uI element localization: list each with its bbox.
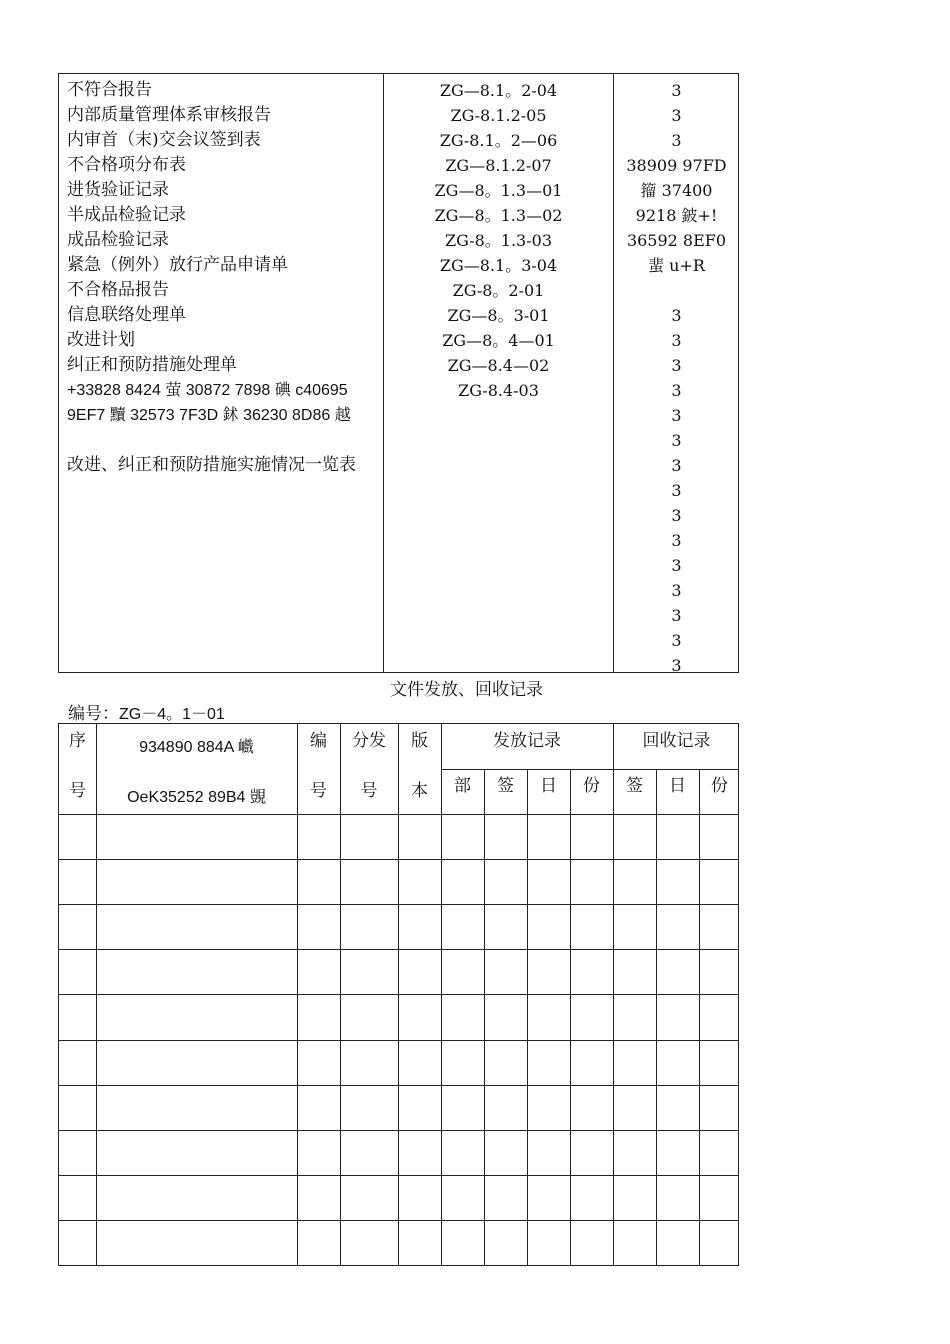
header-recall-date: 日 <box>669 776 686 796</box>
header-dist-top: 分发 <box>352 731 386 751</box>
document-name: 紧急（例外）放行产品申请单 <box>67 255 288 275</box>
copies-value: 3 <box>671 406 682 425</box>
document-code: ZG—8。4—01 <box>442 331 555 350</box>
record-title: 文件发放、回收记录 <box>390 680 543 700</box>
document-code: ZG—8.1.2-07 <box>445 156 552 175</box>
record-number <box>68 699 225 724</box>
grid-vline <box>656 769 657 1265</box>
copies-value: 3 <box>671 581 682 600</box>
copies-value: 3 <box>671 331 682 350</box>
copies-value: 3 <box>671 481 682 500</box>
header-version-bottom: 本 <box>411 781 428 801</box>
header-issue-date: 日 <box>540 776 557 796</box>
header-seq-top: 序 <box>69 731 86 751</box>
document-code: ZG—8.4—02 <box>447 356 550 375</box>
copies-value: 3 <box>671 431 682 450</box>
issue-recall-record-table <box>58 723 739 1266</box>
document-code: ZG—8.1。2-04 <box>439 81 558 100</box>
document-code: ZG—8.1。3-04 <box>439 256 558 275</box>
document-name: 进货验证记录 <box>67 180 169 200</box>
copies-value: 3 <box>671 631 682 650</box>
header-name-bottom: OeK35252 89B4 覬 <box>127 789 266 806</box>
copies-value: 3 <box>671 656 682 675</box>
header-code-top: 编 <box>310 731 327 751</box>
header-recall-copies: 份 <box>711 776 728 796</box>
header-name-top: 934890 884A 巇 <box>139 739 254 756</box>
grid-vline <box>699 769 700 1265</box>
document-name: 内部质量管理体系审核报告 <box>67 105 271 125</box>
copies-value: 36592 8EF0 <box>626 231 727 250</box>
document-name: 内审首（末)交会议签到表 <box>67 130 261 150</box>
document-code: ZG-8.1.2-05 <box>450 106 547 125</box>
document-name: 信息联络处理单 <box>67 305 186 325</box>
record-number-label: 编号： <box>68 704 119 724</box>
grid-hline <box>59 1175 738 1176</box>
copies-value: 籀 37400 <box>640 181 713 200</box>
grid-hline <box>59 1130 738 1131</box>
copies-value: 3 <box>671 356 682 375</box>
grid-hline <box>59 859 738 860</box>
copies-value: 3 <box>671 381 682 400</box>
grid-hline <box>59 994 738 995</box>
grid-hline <box>441 769 738 770</box>
document-code: ZG-8。2-01 <box>452 281 545 300</box>
document-name: 成品检验记录 <box>67 230 169 250</box>
copies-value: 3 <box>671 306 682 325</box>
grid-hline <box>59 1220 738 1221</box>
document-code: ZG-8。1.3-03 <box>445 231 552 250</box>
document-code: ZG-8.4-03 <box>458 381 539 400</box>
document-codes-column <box>384 78 613 403</box>
record-number-value: ZG－4。1－01 <box>119 706 225 723</box>
grid-hline <box>59 1040 738 1041</box>
document-list-table <box>58 73 739 673</box>
header-issue-dept: 部 <box>454 776 471 796</box>
grid-vline <box>527 769 528 1265</box>
header-dist-bottom: 号 <box>360 781 378 801</box>
document-name: 纠正和预防措施处理单 <box>67 355 237 375</box>
grid-vline <box>484 769 485 1265</box>
header-seq-bottom: 号 <box>69 781 86 801</box>
copies-value: 3 <box>671 606 682 625</box>
header-recall-sign: 签 <box>626 776 643 796</box>
copies-value: 3 <box>671 106 682 125</box>
copies-value: 9218 鈹+! <box>635 206 718 225</box>
document-name: 不符合报告 <box>67 80 152 100</box>
copies-value: 3 <box>671 456 682 475</box>
header-issue-copies: 份 <box>583 776 600 796</box>
grid-hline <box>59 1085 738 1086</box>
header-version-top: 版 <box>411 731 428 751</box>
copies-value: 3 <box>671 556 682 575</box>
copies-value: 38909 97FD <box>626 156 727 175</box>
document-name: 半成品检验记录 <box>67 205 186 225</box>
copies-value: 3 <box>671 531 682 550</box>
header-issue-sign: 签 <box>497 776 514 796</box>
header-issue-group: 发放记录 <box>493 731 561 751</box>
document-code: ZG—8。3-01 <box>447 306 550 325</box>
document-code: ZG—8。1.3—02 <box>434 206 563 225</box>
document-names-column <box>67 78 382 478</box>
grid-hline <box>59 949 738 950</box>
copies-value: 3 <box>671 81 682 100</box>
header-code-bottom: 号 <box>310 781 327 801</box>
grid-hline <box>59 814 738 815</box>
grid-vline <box>570 769 571 1265</box>
document-code: ZG-8.1。2—06 <box>439 131 558 150</box>
document-name: 不合格项分布表 <box>67 155 186 175</box>
document-code: ZG—8。1.3—01 <box>434 181 563 200</box>
copies-value <box>614 278 739 303</box>
document-name: 改进、纠正和预防措施实施情况一览表 <box>67 455 356 475</box>
header-recall-group: 回收记录 <box>642 731 711 751</box>
document-name: 不合格品报告 <box>67 280 169 300</box>
document-name-garbled: +33828 8424 萤 30872 7898 碘 c40695 9EF7 黷 32573 7F3D 鉥 36230 8D86 越 <box>67 382 351 424</box>
document-copies-column <box>614 78 739 678</box>
document-name: 改进计划 <box>67 330 135 350</box>
copies-value: 3 <box>671 131 682 150</box>
copies-value: 3 <box>671 506 682 525</box>
grid-hline <box>59 904 738 905</box>
copies-value: 蜚 u+R <box>648 256 705 275</box>
